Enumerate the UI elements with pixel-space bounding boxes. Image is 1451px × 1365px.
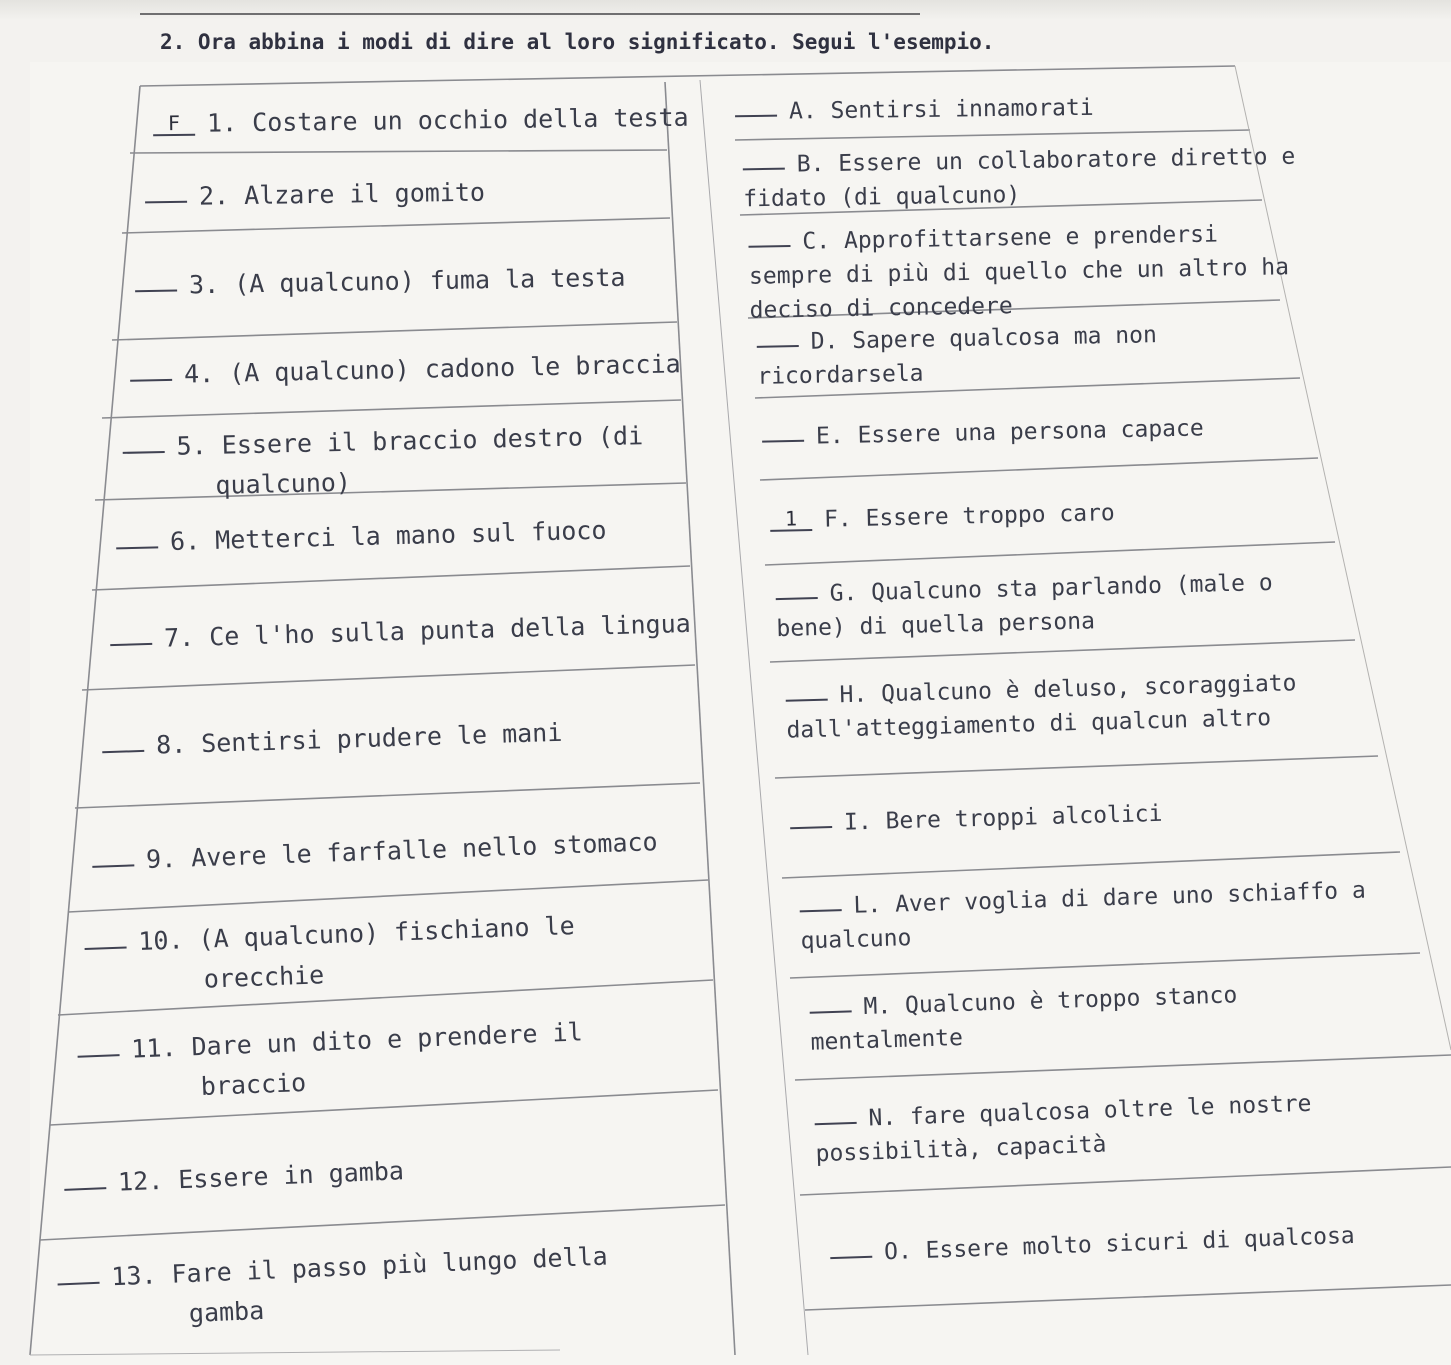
answer-blank[interactable] (110, 643, 152, 646)
idiom-text: 4. (A qualcuno) cadono le braccia (183, 349, 681, 389)
meaning-text: I. Bere troppi alcolici (843, 800, 1163, 836)
answer-blank[interactable] (64, 1187, 106, 1191)
answer-blank[interactable] (743, 168, 785, 171)
answer-blank[interactable]: F (153, 112, 195, 137)
left-row-separator (40, 1205, 725, 1240)
exercise-instruction: 2. Ora abbina i modi di dire al loro significato. Segui l'esempio. (160, 30, 995, 54)
right-row-separator (760, 458, 1318, 480)
meaning-text-continued: qualcuno (800, 925, 912, 955)
idiom-text: 11. Dare un dito e prendere il (130, 1017, 584, 1064)
answer-blank[interactable] (116, 546, 158, 549)
answer-blank[interactable] (130, 379, 172, 382)
column-divider (665, 82, 735, 1355)
meaning-text: C. Approfittarsene e prendersi (802, 221, 1219, 255)
meaning-row-G (775, 566, 1274, 646)
answer-blank[interactable]: 1 (770, 507, 813, 532)
idiom-text: 12. Essere in gamba (117, 1156, 405, 1197)
right-row-separator (735, 130, 1250, 140)
meaning-row-C (748, 216, 1290, 327)
meaning-text: H. Qualcuno è deluso, scoraggiato (839, 670, 1297, 709)
idiom-text: 6. Metterci la mano sul fuoco (169, 515, 607, 557)
idiom-text: 3. (A qualcuno) fuma la testa (188, 262, 626, 300)
left-row-separator (112, 322, 677, 340)
meaning-text-continued: bene) di quella persona (776, 608, 1096, 643)
meaning-text: L. Aver voglia di dare uno schiaffo a (853, 877, 1367, 919)
left-row-separator (68, 880, 708, 912)
idiom-text: 13. Fare il passo più lungo della (110, 1241, 609, 1292)
meaning-text: M. Qualcuno è troppo stanco (863, 982, 1238, 1021)
idiom-text: 7. Ce l'ho sulla punta della lingua (163, 608, 692, 653)
meaning-text-continued: sempre di più di quello che un altro ha (748, 254, 1290, 290)
idiom-row-3 (135, 258, 626, 307)
answer-blank[interactable] (790, 826, 832, 829)
idiom-text: 8. Sentirsi prudere le mani (155, 717, 563, 760)
answer-blank[interactable] (92, 864, 134, 867)
table-bottom-border (30, 1350, 560, 1355)
meaning-text: N. fare qualcosa oltre le nostre (868, 1090, 1312, 1132)
answer-blank[interactable] (762, 440, 804, 443)
meaning-row-D (756, 318, 1157, 394)
idiom-text-continued: braccio (200, 1067, 307, 1101)
meaning-text: B. Essere un collaboratore diretto e (796, 143, 1296, 178)
meaning-row-A (735, 91, 1094, 129)
left-row-separator (122, 218, 670, 233)
answer-blank[interactable] (776, 597, 818, 600)
idiom-text: 10. (A qualcuno) fischiano le (137, 911, 576, 957)
answer-blank[interactable] (135, 290, 177, 293)
answer-blank[interactable] (78, 1054, 120, 1058)
meaning-text: A. Sentirsi innamorati (788, 94, 1094, 125)
meaning-text: E. Essere una persona capace (815, 415, 1204, 450)
idiom-text-continued: qualcuno) (215, 467, 352, 500)
meaning-text-continued: ricordarsela (757, 360, 924, 390)
meaning-text-continued: mentalmente (810, 1024, 964, 1056)
left-row-separator (82, 665, 695, 690)
table-top-border (140, 66, 1235, 86)
left-row-separator (75, 783, 700, 808)
meaning-text-continued: dall'atteggiamento di qualcun altro (786, 704, 1272, 744)
idiom-text: 2. Alzare il gomito (198, 177, 486, 211)
answer-blank[interactable] (830, 1256, 872, 1259)
meaning-text-continued: deciso di concedere (749, 293, 1013, 324)
left-row-separator (92, 566, 690, 590)
answer-blank[interactable] (786, 699, 828, 702)
meaning-row-B (743, 140, 1296, 217)
idiom-text: 9. Avere le farfalle nello stomaco (145, 827, 659, 874)
answer-blank[interactable] (102, 750, 144, 753)
answer-blank[interactable] (58, 1282, 100, 1286)
answer-blank[interactable] (800, 909, 842, 912)
right-row-separator (790, 953, 1420, 978)
meaning-text: O. Essere molto sicuri di qualcosa (883, 1222, 1356, 1266)
left-row-separator (130, 150, 667, 153)
meaning-text-continued: fidato (di qualcuno) (743, 181, 1021, 213)
right-row-separator (800, 1167, 1451, 1195)
right-row-separator (795, 1055, 1451, 1080)
meaning-text-continued: possibilità, capacità (815, 1131, 1107, 1168)
idiom-text: 1. Costare un occhio della testa (206, 102, 689, 138)
answer-blank[interactable] (85, 946, 127, 950)
answer-blank[interactable] (810, 1010, 852, 1013)
answer-blank[interactable] (735, 115, 777, 118)
idiom-row-2 (145, 173, 486, 218)
idiom-text-continued: gamba (188, 1295, 265, 1329)
answer-blank[interactable] (757, 345, 799, 348)
answer-blank[interactable] (123, 451, 165, 454)
meaning-row-M (809, 978, 1239, 1059)
idiom-row-5 (122, 416, 644, 508)
answer-blank[interactable] (749, 245, 791, 248)
idiom-text-continued: orecchie (203, 960, 325, 994)
meaning-row-H (785, 666, 1298, 747)
meaning-text: G. Qualcuno sta parlando (male o (829, 569, 1273, 607)
right-row-separator (805, 1285, 1451, 1310)
right-row-separator (782, 852, 1400, 878)
right-row-separator (775, 756, 1378, 778)
answer-blank[interactable] (815, 1122, 857, 1125)
right-row-separator (765, 542, 1335, 565)
meaning-text: F. Essere troppo caro (823, 500, 1116, 533)
idiom-row-1 (153, 98, 689, 145)
answer-blank[interactable] (145, 201, 187, 204)
meaning-text: D. Sapere qualcosa ma non (810, 322, 1158, 355)
idiom-text: 5. Essere il braccio destro (di (176, 421, 644, 461)
left-row-separator (102, 400, 681, 418)
